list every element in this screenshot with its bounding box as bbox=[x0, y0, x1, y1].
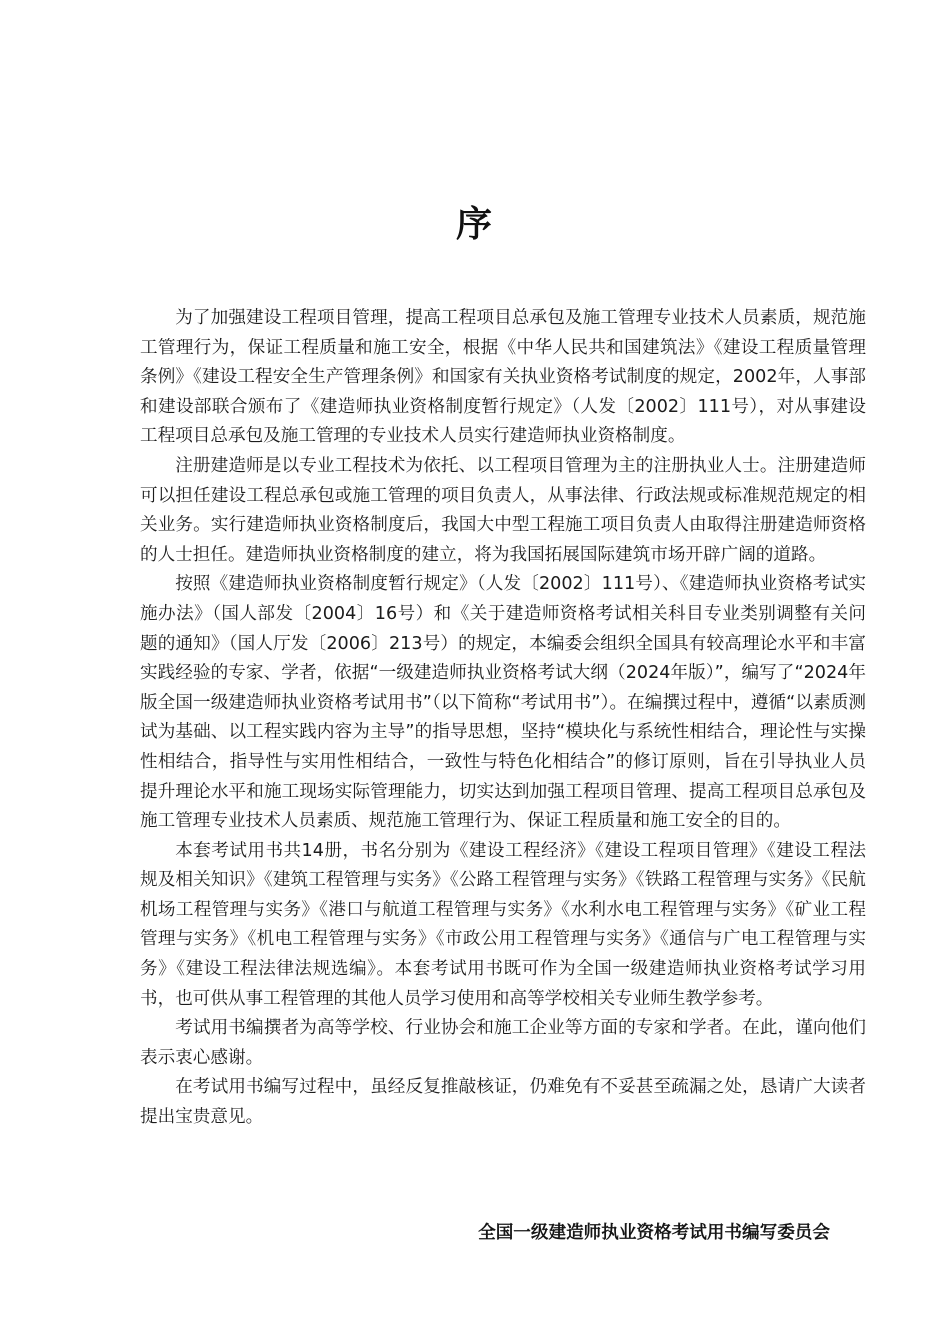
paragraph-2: 注册建造师是以专业工程技术为依托、以工程项目管理为主的注册执业人士。注册建造师可以担任建设工程总承包或施工管理的项目负责人，从事法律、行政法规或标准规范规定的相关业务。实行建造师执业资格制度后，我国大中型工程施工项目负责人由取得注册建造师资格的人士担任。建造师执业资格制度的建立，将为我国拓展国际建筑市场开辟广阔的道路。 bbox=[140, 455, 866, 565]
paragraph-6: 在考试用书编写过程中，虽经反复推敲核证，仍难免有不妥甚至疏漏之处，恳请广大读者提出宝贵意见。 bbox=[140, 1077, 866, 1128]
page-title: 序 bbox=[455, 203, 494, 245]
signature: 全国一级建造师执业资格考试用书编写委员会 bbox=[478, 1223, 830, 1243]
paragraph-4: 本套考试用书共14册，书名分别为《建设工程经济》《建设工程项目管理》《建设工程法规及相关知识》《建筑工程管理与实务》《公路工程管理与实务》《铁路工程管理与实务》《民航机场工程管理与实务》《港口与航道工程管理与实务》《水利水电工程管理与实务》《矿业工程管理与实务》《机电工程管理与实务》《市政公用工程管理与实务》《通信与广电工程管理与实务》《建设工程法律法规选编》。本套考试用书既可作为全国一级建造师执业资格考试学习用书，也可供从事工程管理的其他人员学习使用和高等学校相关专业师生教学参考。 bbox=[140, 840, 866, 1009]
paragraph-1: 为了加强建设工程项目管理，提高工程项目总承包及施工管理专业技术人员素质，规范施工管理行为，保证工程质量和施工安全，根据《中华人民共和国建筑法》《建设工程质量管理条例》《建设工程安全生产管理条例》和国家有关执业资格考试制度的规定，2002年，人事部和建设部联合颁布了《建造师执业资格制度暂行规定》（人发〔2002〕111号），对从事建设工程项目总承包及施工管理的专业技术人员实行建造师执业资格制度。 bbox=[140, 308, 866, 447]
body-text bbox=[140, 304, 866, 1133]
paragraph-3: 按照《建造师执业资格制度暂行规定》（人发〔2002〕111号）、《建造师执业资格考试实施办法》（国人部发〔2004〕16号）和《关于建造师资格考试相关科目专业类别调整有关问题的通知》（国人厅发〔2006〕213号）的规定，本编委会组织全国具有较高理论水平和丰富实践经验的专家、学者，依据“一级建造师执业资格考试大纲（2024年版）”，编写了“2024年版全国一级建造师执业资格考试用书”（以下简称“考试用书”）。在编撰过程中，遵循“以素质测试为基础、以工程实践内容为主导”的指导思想，坚持“模块化与系统性相结合，理论性与实操性相结合，指导性与实用性相结合，一致性与特色化相结合”的修订原则，旨在引导执业人员提升理论水平和施工现场实际管理能力，切实达到加强工程项目管理、提高工程项目总承包及施工管理专业技术人员素质、规范施工管理行为、保证工程质量和施工安全的目的。 bbox=[140, 574, 866, 832]
paragraph-5: 考试用书编撰者为高等学校、行业协会和施工企业等方面的专家和学者。在此，谨向他们表示衷心感谢。 bbox=[140, 1018, 866, 1068]
